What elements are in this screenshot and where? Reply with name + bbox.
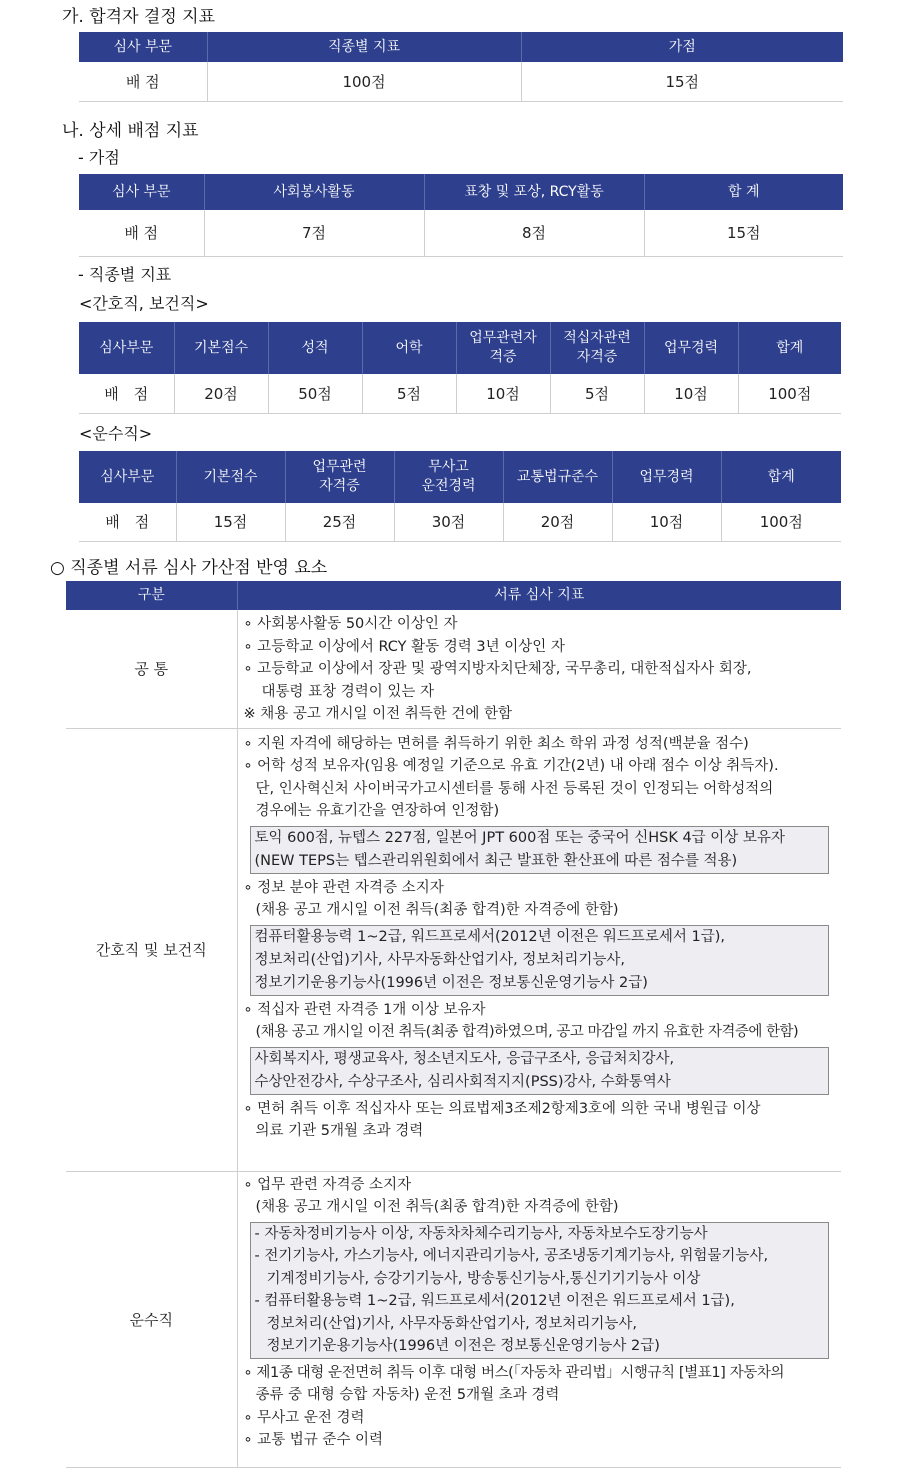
language-score-box xyxy=(250,826,830,874)
cell: 100점 xyxy=(721,503,841,541)
row-label: 배 점 xyxy=(79,374,174,413)
box-line: - 자동차정비기능사 이상, 자동차차체수리기능사, 자동차보수도장기능사 xyxy=(254,1225,708,1242)
header-cell: 사회봉사활동 xyxy=(204,174,424,210)
criteria-line: ∘ 면허 취득 이후 적십자사 또는 의료법제3조제2항제3호에 의한 국내 병원급 이상 xyxy=(243,1100,761,1117)
criteria-line: 대통령 표창 경력이 있는 자 xyxy=(261,683,435,700)
section-a-title: 가. 합격자 결정 지표 xyxy=(62,7,215,27)
box-line: 토익 600점, 뉴텝스 227점, 일본어 JPT 600점 또는 중국어 신HSK 4급 이상 보유자 xyxy=(254,829,785,846)
cell: 25점 xyxy=(285,503,394,541)
criteria-line: ∘ 고등학교 이상에서 장관 및 광역지방자치단체장, 국무총리, 대한적십자사 회장, xyxy=(243,661,752,677)
cell: 100점 xyxy=(738,374,841,413)
driver-score-table xyxy=(79,451,841,542)
header-cell: 합계 xyxy=(721,451,841,503)
header-cell: 어학 xyxy=(362,322,456,374)
criteria-line: 단, 인사혁신처 사이버국가고시센터를 통해 사전 등록된 것이 인정되는 어학성적의 xyxy=(255,780,774,797)
criteria-line: (채용 공고 개시일 이전 취득(최종 합격)한 자격증에 한함) xyxy=(255,1199,619,1215)
header-cell: 가점 xyxy=(521,32,843,62)
cell: 5점 xyxy=(550,374,644,413)
criteria-line: (채용 공고 개시일 이전 취득(최종 합격)한 자격증에 한함) xyxy=(255,902,619,918)
box-line: 정보기기운용기능사(1996년 이전은 정보통신운영기능사 2급) xyxy=(266,1338,660,1354)
box-line: 정보처리(산업)기사, 사무자동화산업기사, 정보처리기능사, xyxy=(266,1315,638,1332)
header-cell: 기본점수 xyxy=(176,451,285,503)
criteria-line: ∘ 정보 분야 관련 자격증 소지자 xyxy=(243,879,444,896)
criteria-line: ∘ 어학 성적 보유자(임용 예정일 기준으로 유효 기간(2년) 내 아래 점수 이상 취득자). xyxy=(243,758,779,774)
category-nurse: 간호직 및 보건직 xyxy=(66,728,237,1171)
driver-label: <운수직> xyxy=(79,424,153,443)
cell: 100점 xyxy=(207,62,521,101)
section-c-title: ○ 직종별 서류 심사 가산점 반영 요소 xyxy=(50,558,328,578)
box-line: (NEW TEPS는 텝스관리위원회에서 최근 발표한 환산표에 따른 점수를 적용) xyxy=(254,852,738,869)
bonus-subtitle: - 가점 xyxy=(78,148,120,167)
header-cell: 심사 부문 xyxy=(79,32,207,62)
bonus-table xyxy=(79,174,843,257)
document-criteria-table xyxy=(66,581,841,1468)
criteria-line: ∘ 무사고 운전 경력 xyxy=(243,1409,365,1426)
redcross-cert-box xyxy=(250,1047,830,1095)
common-criteria xyxy=(237,610,841,728)
header-cell: 업무경력 xyxy=(612,451,721,503)
row-label: 배 점 xyxy=(79,210,204,256)
cell: 10점 xyxy=(456,374,550,413)
cell: 30점 xyxy=(394,503,503,541)
row-label: 배 점 xyxy=(79,62,207,101)
cell: 7점 xyxy=(204,210,424,256)
cell: 5점 xyxy=(362,374,456,413)
criteria-line: 경우에는 유효기간을 연장하여 인정함) xyxy=(255,803,500,819)
cell: 20점 xyxy=(503,503,612,541)
driver-criteria xyxy=(237,1171,841,1467)
header-cell: 업무관련자 격증 xyxy=(456,322,550,374)
criteria-line: ∘ 사회봉사활동 50시간 이상인 자 xyxy=(243,616,458,632)
cell: 10점 xyxy=(612,503,721,541)
nurse-label: <간호직, 보건직> xyxy=(79,294,209,313)
cell: 50점 xyxy=(268,374,362,413)
header-cell: 합계 xyxy=(738,322,841,374)
cell: 10점 xyxy=(644,374,738,413)
box-line: 정보처리(산업)기사, 사무자동화산업기사, 정보처리기능사, xyxy=(254,951,626,968)
box-line: 수상안전강사, 수상구조사, 심리사회적지지(PSS)강사, 수화통역사 xyxy=(254,1073,671,1090)
it-cert-box xyxy=(250,925,830,996)
header-cell: 적십자관련 자격증 xyxy=(550,322,644,374)
header-cell: 심사 부문 xyxy=(79,174,204,210)
box-line: 사회복지사, 평생교육사, 청소년지도사, 응급구조사, 응급처치강사, xyxy=(254,1050,675,1067)
criteria-line: ∘ 지원 자격에 해당하는 면허를 취득하기 위한 최소 학위 과정 성적(백분율 점수) xyxy=(243,735,749,752)
header-cell: 기본점수 xyxy=(174,322,268,374)
criteria-line: ∘ 업무 관련 자격증 소지자 xyxy=(243,1176,412,1193)
header-cell: 무사고 운전경력 xyxy=(394,451,503,503)
cell: 8점 xyxy=(424,210,644,256)
cell: 15점 xyxy=(644,210,843,256)
criteria-line: 의료 기관 5개월 초과 경력 xyxy=(255,1123,424,1139)
header-cell: 합 계 xyxy=(644,174,843,210)
category-driver: 운수직 xyxy=(66,1171,237,1467)
cell: 15점 xyxy=(521,62,843,101)
header-cell: 구분 xyxy=(66,581,237,610)
header-cell: 업무경력 xyxy=(644,322,738,374)
box-line: - 컴퓨터활용능력 1~2급, 워드프로세서(2012년 이전은 워드프로세서 1급), xyxy=(254,1293,735,1309)
nurse-score-table xyxy=(79,322,841,414)
criteria-line: 종류 중 대형 승합 자동차) 운전 5개월 초과 경력 xyxy=(255,1387,560,1403)
driver-cert-box xyxy=(250,1222,830,1359)
section-b-title: 나. 상세 배점 지표 xyxy=(62,121,199,141)
header-cell: 서류 심사 지표 xyxy=(237,581,841,610)
criteria-line: ∘ 제1종 대형 운전면허 취득 이후 대형 버스(「자동차 관리법」시행규칙 [별표1] 자동차의 xyxy=(243,1364,785,1381)
criteria-line: ∘ 고등학교 이상에서 RCY 활동 경력 3년 이상인 자 xyxy=(243,638,565,655)
header-cell: 교통법규준수 xyxy=(503,451,612,503)
pass-criteria-table xyxy=(79,32,843,102)
criteria-line: ※ 채용 공고 개시일 이전 취득한 건에 한함 xyxy=(243,706,513,722)
header-cell: 직종별 지표 xyxy=(207,32,521,62)
criteria-line: ∘ 교통 법규 준수 이력 xyxy=(243,1432,384,1448)
box-line: - 전기기능사, 가스기능사, 에너지관리기능사, 공조냉동기계기능사, 위험물기능사, xyxy=(254,1248,769,1264)
header-cell: 심사부문 xyxy=(79,451,176,503)
nurse-criteria xyxy=(237,728,841,1171)
box-line: 정보기기운용기능사(1996년 이전은 정보통신운영기능사 2급) xyxy=(254,974,648,991)
header-cell: 업무관련 자격증 xyxy=(285,451,394,503)
job-subtitle: - 직종별 지표 xyxy=(78,265,172,284)
box-line: 컴퓨터활용능력 1~2급, 워드프로세서(2012년 이전은 워드프로세서 1급), xyxy=(254,928,725,945)
category-common: 공 통 xyxy=(66,610,237,728)
cell: 20점 xyxy=(174,374,268,413)
cell: 15점 xyxy=(176,503,285,541)
header-cell: 표창 및 포상, RCY활동 xyxy=(424,174,644,210)
row-label: 배 점 xyxy=(79,503,176,541)
header-cell: 심사부문 xyxy=(79,322,174,374)
criteria-line: (채용 공고 개시일 이전 취득(최종 합격)하였으며, 공고 마감일 까지 유효한 자격증에 한함) xyxy=(255,1024,799,1040)
header-cell: 성적 xyxy=(268,322,362,374)
criteria-line: ∘ 적십자 관련 자격증 1개 이상 보유자 xyxy=(243,1001,486,1018)
box-line: 기계정비기능사, 승강기기능사, 방송통신기능사,통신기기기능사 이상 xyxy=(266,1270,701,1287)
